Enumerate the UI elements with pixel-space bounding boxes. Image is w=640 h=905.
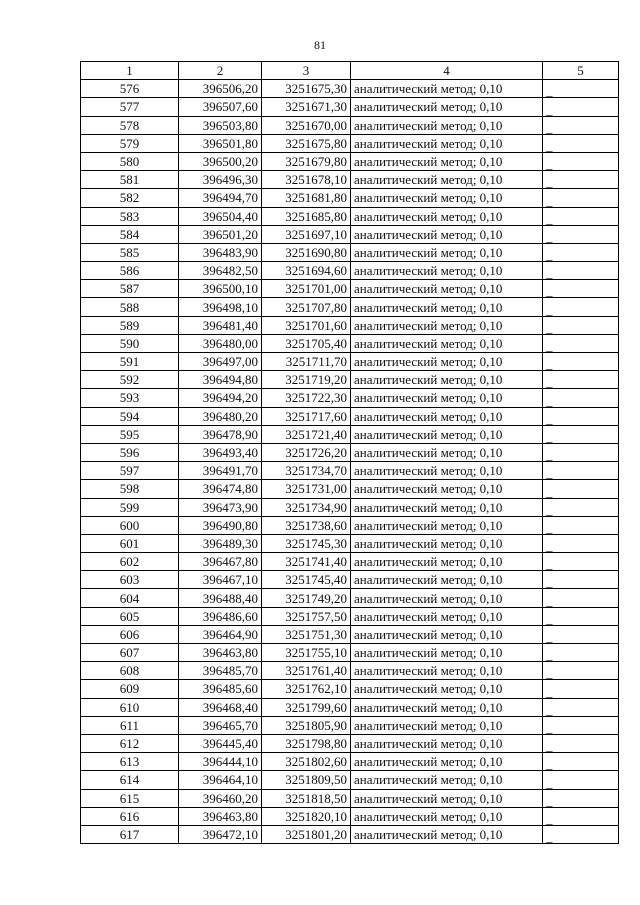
- column-header-5: 5: [543, 62, 619, 80]
- point-number-cell: 609: [81, 680, 179, 698]
- point-number-cell: 589: [81, 316, 179, 334]
- column-5-cell: _: [543, 516, 619, 534]
- column-5-cell: _: [543, 80, 619, 98]
- page-number: 81: [314, 38, 326, 52]
- x-coordinate-cell: 396494,80: [179, 371, 262, 389]
- column-5-cell: _: [543, 534, 619, 552]
- point-number-cell: 584: [81, 225, 179, 243]
- point-number-cell: 611: [81, 716, 179, 734]
- y-coordinate-cell: 3251711,70: [262, 353, 351, 371]
- y-coordinate-cell: 3251757,50: [262, 607, 351, 625]
- point-number-cell: 577: [81, 98, 179, 116]
- y-coordinate-cell: 3251671,30: [262, 98, 351, 116]
- x-coordinate-cell: 396494,70: [179, 189, 262, 207]
- point-number-cell: 602: [81, 553, 179, 571]
- method-cell: аналитический метод; 0,10: [351, 280, 543, 298]
- method-cell: аналитический метод; 0,10: [351, 589, 543, 607]
- method-cell: аналитический метод; 0,10: [351, 425, 543, 443]
- method-cell: аналитический метод; 0,10: [351, 753, 543, 771]
- x-coordinate-cell: 396445,40: [179, 734, 262, 752]
- point-number-cell: 590: [81, 334, 179, 352]
- table-row: [81, 644, 619, 662]
- y-coordinate-cell: 3251697,10: [262, 225, 351, 243]
- column-5-cell: _: [543, 571, 619, 589]
- method-cell: аналитический метод; 0,10: [351, 443, 543, 461]
- y-coordinate-cell: 3251801,20: [262, 825, 351, 843]
- method-cell: аналитический метод; 0,10: [351, 771, 543, 789]
- table-row: [81, 98, 619, 116]
- x-coordinate-cell: 396500,20: [179, 152, 262, 170]
- x-coordinate-cell: 396498,10: [179, 298, 262, 316]
- y-coordinate-cell: 3251675,30: [262, 80, 351, 98]
- point-number-cell: 608: [81, 662, 179, 680]
- table-row: [81, 243, 619, 261]
- column-5-cell: _: [543, 116, 619, 134]
- y-coordinate-cell: 3251678,10: [262, 171, 351, 189]
- method-cell: аналитический метод; 0,10: [351, 353, 543, 371]
- method-cell: аналитический метод; 0,10: [351, 243, 543, 261]
- table-row: [81, 625, 619, 643]
- method-cell: аналитический метод; 0,10: [351, 625, 543, 643]
- method-cell: аналитический метод; 0,10: [351, 262, 543, 280]
- table-row: [81, 425, 619, 443]
- column-5-cell: _: [543, 334, 619, 352]
- x-coordinate-cell: 396490,80: [179, 516, 262, 534]
- point-number-cell: 600: [81, 516, 179, 534]
- y-coordinate-cell: 3251745,30: [262, 534, 351, 552]
- y-coordinate-cell: 3251762,10: [262, 680, 351, 698]
- method-cell: аналитический метод; 0,10: [351, 644, 543, 662]
- y-coordinate-cell: 3251694,60: [262, 262, 351, 280]
- method-cell: аналитический метод; 0,10: [351, 171, 543, 189]
- method-cell: аналитический метод; 0,10: [351, 807, 543, 825]
- y-coordinate-cell: 3251681,80: [262, 189, 351, 207]
- y-coordinate-cell: 3251707,80: [262, 298, 351, 316]
- table-row: [81, 207, 619, 225]
- table-row: [81, 734, 619, 752]
- column-header-4: 4: [351, 62, 543, 80]
- column-5-cell: _: [543, 134, 619, 152]
- method-cell: аналитический метод; 0,10: [351, 407, 543, 425]
- y-coordinate-cell: 3251805,90: [262, 716, 351, 734]
- point-number-cell: 586: [81, 262, 179, 280]
- y-coordinate-cell: 3251734,70: [262, 462, 351, 480]
- y-coordinate-cell: 3251731,00: [262, 480, 351, 498]
- method-cell: аналитический метод; 0,10: [351, 225, 543, 243]
- y-coordinate-cell: 3251761,40: [262, 662, 351, 680]
- column-5-cell: _: [543, 662, 619, 680]
- x-coordinate-cell: 396467,10: [179, 571, 262, 589]
- y-coordinate-cell: 3251751,30: [262, 625, 351, 643]
- column-5-cell: _: [543, 171, 619, 189]
- column-5-cell: _: [543, 807, 619, 825]
- table-row: [81, 498, 619, 516]
- y-coordinate-cell: 3251745,40: [262, 571, 351, 589]
- column-5-cell: _: [543, 625, 619, 643]
- x-coordinate-cell: 396501,20: [179, 225, 262, 243]
- column-5-cell: _: [543, 680, 619, 698]
- point-number-cell: 593: [81, 389, 179, 407]
- table-row: [81, 698, 619, 716]
- point-number-cell: 576: [81, 80, 179, 98]
- x-coordinate-cell: 396503,80: [179, 116, 262, 134]
- method-cell: аналитический метод; 0,10: [351, 553, 543, 571]
- point-number-cell: 610: [81, 698, 179, 716]
- x-coordinate-cell: 396485,70: [179, 662, 262, 680]
- table-row: [81, 480, 619, 498]
- y-coordinate-cell: 3251722,30: [262, 389, 351, 407]
- point-number-cell: 592: [81, 371, 179, 389]
- column-5-cell: _: [543, 462, 619, 480]
- y-coordinate-cell: 3251798,80: [262, 734, 351, 752]
- x-coordinate-cell: 396463,80: [179, 807, 262, 825]
- method-cell: аналитический метод; 0,10: [351, 371, 543, 389]
- method-cell: аналитический метод; 0,10: [351, 516, 543, 534]
- column-5-cell: _: [543, 280, 619, 298]
- method-cell: аналитический метод; 0,10: [351, 152, 543, 170]
- point-number-cell: 613: [81, 753, 179, 771]
- table-row: [81, 825, 619, 843]
- method-cell: аналитический метод; 0,10: [351, 698, 543, 716]
- table-row: [81, 171, 619, 189]
- y-coordinate-cell: 3251726,20: [262, 443, 351, 461]
- x-coordinate-cell: 396496,30: [179, 171, 262, 189]
- x-coordinate-cell: 396485,60: [179, 680, 262, 698]
- method-cell: аналитический метод; 0,10: [351, 734, 543, 752]
- table-row: [81, 662, 619, 680]
- column-5-cell: _: [543, 825, 619, 843]
- table-row: [81, 134, 619, 152]
- y-coordinate-cell: 3251719,20: [262, 371, 351, 389]
- table-row: [81, 262, 619, 280]
- x-coordinate-cell: 396467,80: [179, 553, 262, 571]
- y-coordinate-cell: 3251818,50: [262, 789, 351, 807]
- column-5-cell: _: [543, 189, 619, 207]
- point-number-cell: 594: [81, 407, 179, 425]
- point-number-cell: 604: [81, 589, 179, 607]
- table-row: [81, 225, 619, 243]
- method-cell: аналитический метод; 0,10: [351, 498, 543, 516]
- method-cell: аналитический метод; 0,10: [351, 571, 543, 589]
- table-row: [81, 771, 619, 789]
- y-coordinate-cell: 3251749,20: [262, 589, 351, 607]
- column-5-cell: _: [543, 716, 619, 734]
- table-row: [81, 553, 619, 571]
- x-coordinate-cell: 396481,40: [179, 316, 262, 334]
- table-row: [81, 462, 619, 480]
- point-number-cell: 581: [81, 171, 179, 189]
- column-5-cell: _: [543, 589, 619, 607]
- x-coordinate-cell: 396463,80: [179, 644, 262, 662]
- point-number-cell: 580: [81, 152, 179, 170]
- y-coordinate-cell: 3251809,50: [262, 771, 351, 789]
- method-cell: аналитический метод; 0,10: [351, 680, 543, 698]
- column-5-cell: _: [543, 407, 619, 425]
- point-number-cell: 607: [81, 644, 179, 662]
- method-cell: аналитический метод; 0,10: [351, 116, 543, 134]
- point-number-cell: 582: [81, 189, 179, 207]
- column-5-cell: _: [543, 298, 619, 316]
- x-coordinate-cell: 396460,20: [179, 789, 262, 807]
- x-coordinate-cell: 396472,10: [179, 825, 262, 843]
- point-number-cell: 597: [81, 462, 179, 480]
- x-coordinate-cell: 396478,90: [179, 425, 262, 443]
- x-coordinate-cell: 396444,10: [179, 753, 262, 771]
- y-coordinate-cell: 3251705,40: [262, 334, 351, 352]
- column-5-cell: _: [543, 607, 619, 625]
- x-coordinate-cell: 396500,10: [179, 280, 262, 298]
- y-coordinate-cell: 3251717,60: [262, 407, 351, 425]
- table-row: [81, 407, 619, 425]
- table-row: [81, 280, 619, 298]
- x-coordinate-cell: 396504,40: [179, 207, 262, 225]
- method-cell: аналитический метод; 0,10: [351, 789, 543, 807]
- column-5-cell: _: [543, 353, 619, 371]
- method-cell: аналитический метод; 0,10: [351, 189, 543, 207]
- method-cell: аналитический метод; 0,10: [351, 207, 543, 225]
- table-row: [81, 789, 619, 807]
- x-coordinate-cell: 396464,90: [179, 625, 262, 643]
- column-5-cell: _: [543, 316, 619, 334]
- table-row: [81, 298, 619, 316]
- point-number-cell: 603: [81, 571, 179, 589]
- method-cell: аналитический метод; 0,10: [351, 607, 543, 625]
- method-cell: аналитический метод; 0,10: [351, 462, 543, 480]
- point-number-cell: 583: [81, 207, 179, 225]
- method-cell: аналитический метод; 0,10: [351, 825, 543, 843]
- table-row: [81, 443, 619, 461]
- table-row: [81, 571, 619, 589]
- point-number-cell: 588: [81, 298, 179, 316]
- point-number-cell: 578: [81, 116, 179, 134]
- y-coordinate-cell: 3251820,10: [262, 807, 351, 825]
- method-cell: аналитический метод; 0,10: [351, 316, 543, 334]
- x-coordinate-cell: 396497,00: [179, 353, 262, 371]
- point-number-cell: 601: [81, 534, 179, 552]
- point-number-cell: 596: [81, 443, 179, 461]
- method-cell: аналитический метод; 0,10: [351, 298, 543, 316]
- x-coordinate-cell: 396493,40: [179, 443, 262, 461]
- y-coordinate-cell: 3251741,40: [262, 553, 351, 571]
- x-coordinate-cell: 396488,40: [179, 589, 262, 607]
- column-5-cell: _: [543, 698, 619, 716]
- x-coordinate-cell: 396486,60: [179, 607, 262, 625]
- table-row: [81, 371, 619, 389]
- column-5-cell: _: [543, 98, 619, 116]
- method-cell: аналитический метод; 0,10: [351, 480, 543, 498]
- table-row: [81, 189, 619, 207]
- column-5-cell: _: [543, 734, 619, 752]
- method-cell: аналитический метод; 0,10: [351, 534, 543, 552]
- point-number-cell: 595: [81, 425, 179, 443]
- column-5-cell: _: [543, 262, 619, 280]
- y-coordinate-cell: 3251690,80: [262, 243, 351, 261]
- y-coordinate-cell: 3251721,40: [262, 425, 351, 443]
- table-row: [81, 152, 619, 170]
- table-row: [81, 116, 619, 134]
- x-coordinate-cell: 396494,20: [179, 389, 262, 407]
- method-cell: аналитический метод; 0,10: [351, 98, 543, 116]
- x-coordinate-cell: 396474,80: [179, 480, 262, 498]
- y-coordinate-cell: 3251675,80: [262, 134, 351, 152]
- method-cell: аналитический метод; 0,10: [351, 662, 543, 680]
- point-number-cell: 587: [81, 280, 179, 298]
- table-row: [81, 680, 619, 698]
- method-cell: аналитический метод; 0,10: [351, 334, 543, 352]
- y-coordinate-cell: 3251799,60: [262, 698, 351, 716]
- point-number-cell: 617: [81, 825, 179, 843]
- table-row: [81, 334, 619, 352]
- x-coordinate-cell: 396507,60: [179, 98, 262, 116]
- table-row: [81, 607, 619, 625]
- column-5-cell: _: [543, 152, 619, 170]
- y-coordinate-cell: 3251670,00: [262, 116, 351, 134]
- table-row: [81, 589, 619, 607]
- table-row: [81, 807, 619, 825]
- column-5-cell: _: [543, 753, 619, 771]
- column-5-cell: _: [543, 243, 619, 261]
- x-coordinate-cell: 396480,20: [179, 407, 262, 425]
- x-coordinate-cell: 396501,80: [179, 134, 262, 152]
- x-coordinate-cell: 396483,90: [179, 243, 262, 261]
- coordinates-table: [80, 61, 619, 844]
- x-coordinate-cell: 396473,90: [179, 498, 262, 516]
- point-number-cell: 598: [81, 480, 179, 498]
- y-coordinate-cell: 3251734,90: [262, 498, 351, 516]
- method-cell: аналитический метод; 0,10: [351, 80, 543, 98]
- point-number-cell: 579: [81, 134, 179, 152]
- y-coordinate-cell: 3251701,00: [262, 280, 351, 298]
- x-coordinate-cell: 396482,50: [179, 262, 262, 280]
- y-coordinate-cell: 3251679,80: [262, 152, 351, 170]
- column-5-cell: _: [543, 771, 619, 789]
- table-row: [81, 534, 619, 552]
- point-number-cell: 605: [81, 607, 179, 625]
- column-5-cell: _: [543, 644, 619, 662]
- table-row: [81, 753, 619, 771]
- column-5-cell: _: [543, 789, 619, 807]
- column-5-cell: _: [543, 207, 619, 225]
- table-row: [81, 716, 619, 734]
- table-row: [81, 353, 619, 371]
- x-coordinate-cell: 396506,20: [179, 80, 262, 98]
- column-5-cell: _: [543, 498, 619, 516]
- column-5-cell: _: [543, 371, 619, 389]
- y-coordinate-cell: 3251755,10: [262, 644, 351, 662]
- point-number-cell: 599: [81, 498, 179, 516]
- point-number-cell: 614: [81, 771, 179, 789]
- column-header-1: 1: [81, 62, 179, 80]
- column-5-cell: _: [543, 425, 619, 443]
- point-number-cell: 612: [81, 734, 179, 752]
- point-number-cell: 616: [81, 807, 179, 825]
- column-5-cell: _: [543, 480, 619, 498]
- table-row: [81, 80, 619, 98]
- x-coordinate-cell: 396468,40: [179, 698, 262, 716]
- x-coordinate-cell: 396489,30: [179, 534, 262, 552]
- method-cell: аналитический метод; 0,10: [351, 389, 543, 407]
- y-coordinate-cell: 3251685,80: [262, 207, 351, 225]
- method-cell: аналитический метод; 0,10: [351, 716, 543, 734]
- point-number-cell: 585: [81, 243, 179, 261]
- header-row: [81, 62, 619, 80]
- column-5-cell: _: [543, 389, 619, 407]
- point-number-cell: 591: [81, 353, 179, 371]
- table-row: [81, 516, 619, 534]
- column-5-cell: _: [543, 553, 619, 571]
- x-coordinate-cell: 396465,70: [179, 716, 262, 734]
- point-number-cell: 615: [81, 789, 179, 807]
- point-number-cell: 606: [81, 625, 179, 643]
- x-coordinate-cell: 396464,10: [179, 771, 262, 789]
- y-coordinate-cell: 3251738,60: [262, 516, 351, 534]
- x-coordinate-cell: 396480,00: [179, 334, 262, 352]
- table-row: [81, 389, 619, 407]
- method-cell: аналитический метод; 0,10: [351, 134, 543, 152]
- column-header-3: 3: [262, 62, 351, 80]
- column-5-cell: _: [543, 225, 619, 243]
- table-row: [81, 316, 619, 334]
- column-5-cell: _: [543, 443, 619, 461]
- y-coordinate-cell: 3251701,60: [262, 316, 351, 334]
- x-coordinate-cell: 396491,70: [179, 462, 262, 480]
- y-coordinate-cell: 3251802,60: [262, 753, 351, 771]
- column-header-2: 2: [179, 62, 262, 80]
